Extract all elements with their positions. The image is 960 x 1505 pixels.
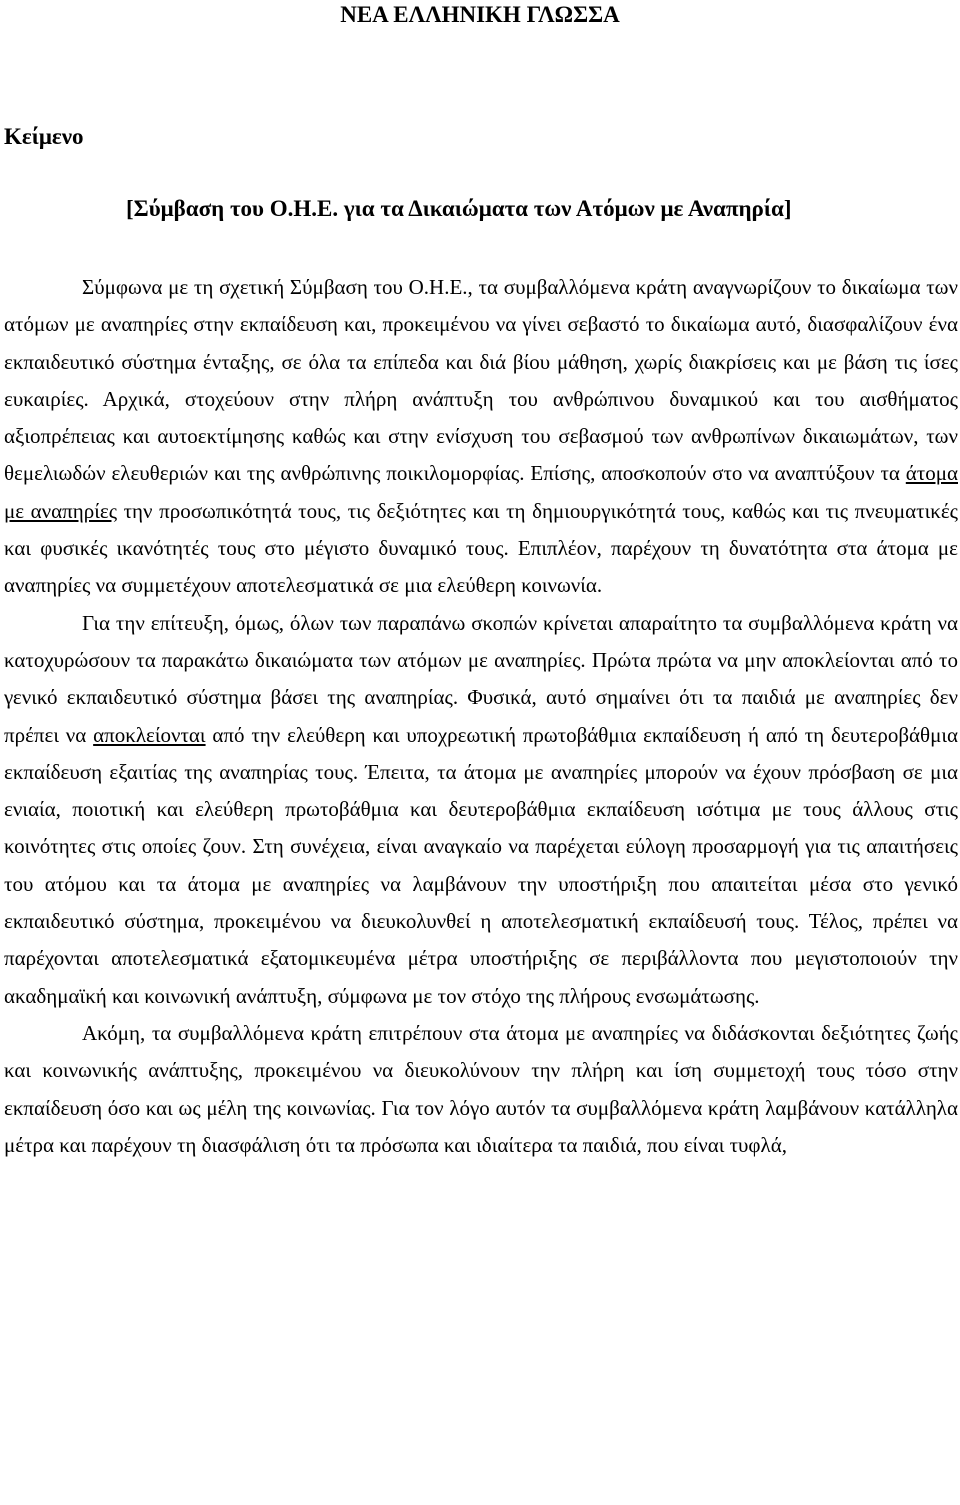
paragraph-2-text-b: από την ελεύθερη και υποχρεωτική πρωτοβάθμια εκπαίδευση ή από τη δευτεροβάθμια εκπαίδευση εξαιτίας της αναπηρίας τους. Έπειτα, τα άτομα με αναπηρίες μπορούν να έχουν πρόσβαση σε μια ενιαία, ποιοτική και ελεύθερη πρωτοβάθμια και δευτεροβάθμια εκπαίδευση ισότιμα με τους άλλους στις κοινότητες στις οποίες ζουν. Στη συνέχεια, είναι αναγκαίο να παρέχεται εύλογη προσαρμογή για τις απαιτήσεις του ατόμου και τα άτομα με αναπηρίες να λαμβάνουν την υποστήριξη που απαιτείται μέσα στο γενικό εκπαιδευτικό σύστημα, προκειμένου να διευκολυνθεί η αποτελεσματική εκπαίδευσή τους. Τέλος, πρέπει να παρέχονται αποτελεσματικά εξατομικευμένα μέτρα υποστήριξης σε περιβάλλοντα που μεγιστοποιούν την ακαδημαϊκή και κοινωνική ανάπτυξη, σύμφωνα με τον στόχο της πλήρους ενσωμάτωσης.	[4, 722, 959, 1008]
paragraph-2	[4, 605, 958, 1015]
body-text	[4, 269, 958, 1164]
paragraph-2-text-a: Για την επίτευξη, όμως, όλων των παραπάνω σκοπών κρίνεται απαραίτητο τα συμβαλλόμενα κράτη να κατοχυρώσουν τα παρακάτω δικαιώματα των ατόμων με αναπηρίες. Πρώτα πρώτα να μην αποκλείονται από το γενικό εκπαιδευτικό σύστημα βάσει της αναπηρίας. Φυσικά, αυτό σημαίνει ότι τα παιδιά με αναπηρίες δεν πρέπει να	[4, 610, 958, 747]
source-heading: [Σύμβαση του Ο.Η.Ε. για τα Δικαιώματα των Ατόμων με Αναπηρία]	[126, 196, 792, 221]
section-label: Κείμενο	[4, 124, 84, 149]
underlined-phrase-1: άτομα με αναπηρίες	[4, 461, 958, 523]
paragraph-3: Ακόμη, τα συμβαλλόμενα κράτη επιτρέπουν στα άτομα με αναπηρίες να διδάσκονται δεξιότητες ζωής και κοινωνικής ανάπτυξης, προκειμένου να διευκολύνουν την πλήρη και ίση συμμετοχή τους τόσο στην εκπαίδευση όσο και ως μέλη της κοινωνίας. Για τον λόγο αυτόν τα συμβαλλόμενα κράτη λαμβάνουν κατάλληλα μέτρα και παρέχουν τη διασφάλιση ότι τα πρόσωπα και ιδιαίτερα τα παιδιά, που είναι τυφλά,	[4, 1020, 958, 1157]
paragraph-1	[4, 269, 958, 605]
underlined-phrase-2: αποκλείονται	[93, 722, 206, 747]
paragraph-1-text-b: την προσωπικότητά τους, τις δεξιότητες και τη δημιουργικότητά τους, καθώς και τις πνευματικές και φυσικές ικανότητές τους στο μέγιστο δυναμικό τους. Επιπλέον, παρέχουν τη δυνατότητα στα άτομα με αναπηρίες να συμμετέχουν αποτελεσματικά σε μια ελεύθερη κοινωνία.	[4, 498, 958, 598]
paragraph-1-text-a: Σύμφωνα με τη σχετική Σύμβαση του Ο.Η.Ε., τα συμβαλλόμενα κράτη αναγνωρίζουν το δικαίωμα των ατόμων με αναπηρίες στην εκπαίδευση και, προκειμένου να γίνει σεβαστό το δικαίωμα αυτό, διασφαλίζουν ένα εκπαιδευτικό σύστημα ένταξης, σε όλα τα επίπεδα και διά βίου μάθηση, χωρίς διακρίσεις και με βάση τις ίσες ευκαιρίες. Αρχικά, στοχεύουν στην πλήρη ανάπτυξη του ανθρώπινου δυναμικού και του αισθήματος αξιοπρέπειας και αυτοεκτίμησης καθώς και στην ενίσχυση του σεβασμού των ανθρωπίνων δικαιωμάτων, των θεμελιωδών ελευθεριών και της ανθρώπινης ποικιλομορφίας. Επίσης, αποσκοπούν στο να αναπτύξουν τα	[4, 275, 958, 486]
document-title: ΝΕΑ ΕΛΛΗΝΙΚΗ ΓΛΩΣΣΑ	[340, 2, 620, 27]
